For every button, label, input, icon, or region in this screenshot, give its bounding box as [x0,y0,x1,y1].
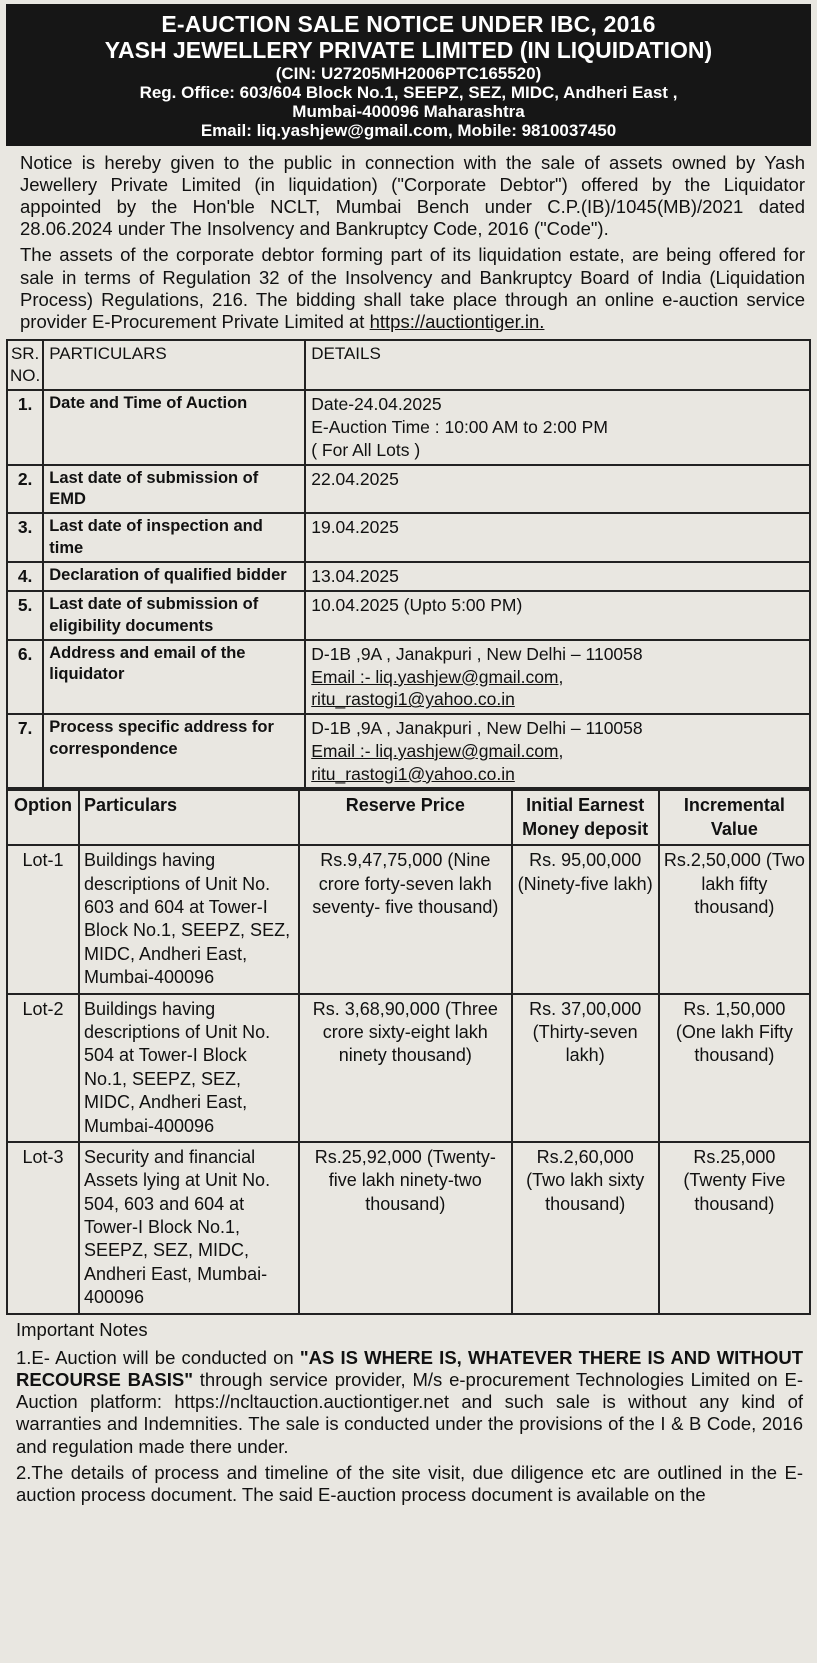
intro-paragraph-2-text: The assets of the corporate debtor forming part of its liquidation estate, are being offered for sale in terms of Regulation 32 of the Insolvency and Bankruptcy Board of India (Liquidation Process) Regulations, 216. The bidding shall take place through an online e-auction service provider E-Procurement Private Limited at [20,244,805,332]
schedule-details: 10.04.2025 (Upto 5:00 PM) [305,591,810,640]
lot-particulars: Security and financial Assets lying at Unit No. 504, 603 and 604 at Tower-I Block No.1, SEEPZ, SEZ, MIDC, Andheri East, Mumbai-400096 [79,1142,299,1314]
cin-number: (CIN: U27205MH2006PTC165520) [275,63,542,83]
lots-table [6,789,811,1314]
schedule-details: 13.04.2025 [305,562,810,591]
schedule-sr: 5. [7,591,43,640]
schedule-table [6,339,811,789]
schedule-row [7,640,810,714]
schedule-row [7,714,810,788]
schedule-sr: 2. [7,465,43,514]
lot-emd: Rs. 95,00,000 (Ninety-five lakh) [512,845,659,993]
schedule-details [305,714,810,788]
lot-reserve-price: Rs. 3,68,90,000 (Three crore sixty-eight lakh ninety thousand) [299,994,512,1142]
lots-header-row [7,790,810,845]
reg-office-line2: Mumbai-400096 Maharashtra [292,101,525,121]
lot-row [7,1142,810,1314]
schedule-particulars: Last date of inspection and time [43,513,305,562]
schedule-header-sr: SR. NO. [7,340,43,390]
lot-row [7,845,810,993]
schedule-header-details: DETAILS [305,340,810,390]
lot-option: Lot-1 [7,845,79,993]
lot-particulars: Buildings having descriptions of Unit No. 603 and 604 at Tower-I Block No.1, SEEPZ, SEZ, MIDC, Andheri East, Mumbai-400096 [79,845,299,993]
schedule-details [305,640,810,714]
note-1-intro: 1.E- Auction will be conducted on [16,1346,300,1368]
schedule-details: 19.04.2025 [305,513,810,562]
notes-heading: Important Notes [16,1318,148,1340]
lot-row [7,994,810,1142]
correspondence-address: D-1B ,9A , Janakpuri , New Delhi – 110058 [311,718,643,739]
auction-time: E-Auction Time : 10:00 AM to 2:00 PM [311,417,608,438]
schedule-row [7,562,810,591]
auction-scope: ( For All Lots ) [311,439,421,460]
schedule-row [7,465,810,514]
schedule-details [305,390,810,464]
schedule-header-particulars: PARTICULARS [43,340,305,390]
liquidator-address: D-1B ,9A , Janakpuri , New Delhi – 110058 [311,643,643,664]
intro-paragraph-2 [20,244,805,333]
schedule-details: 22.04.2025 [305,465,810,514]
lots-header-reserve: Reserve Price [299,790,512,845]
schedule-particulars: Declaration of qualified bidder [43,562,305,591]
important-notes [6,1315,811,1507]
schedule-row [7,513,810,562]
schedule-particulars: Address and email of the liquidator [43,640,305,714]
schedule-particulars: Last date of submission of EMD [43,465,305,514]
lot-emd: Rs. 37,00,000 (Thirty-seven lakh) [512,994,659,1142]
intro-paragraph-1: Notice is hereby given to the public in connection with the sale of assets owned by Yash Jewellery Private Limited (in liquidation) ("Corporate Debtor") offered by the Liquidator appointed by the Hon'ble NCLT, Mumbai Bench under C.P.(IB)/1045(MB)/2021 dated 28.06.2024 under The Insolvency and Bankruptcy Code, 2016 ("Code"). [20,151,805,240]
lot-increment: Rs.2,50,000 (Two lakh fifty thousand) [659,845,810,993]
schedule-row [7,591,810,640]
lot-emd: Rs.2,60,000 (Two lakh sixty thousand) [512,1142,659,1314]
reg-office-line1: Reg. Office: 603/604 Block No.1, SEEPZ, SEZ, MIDC, Andheri East , [139,82,678,102]
schedule-particulars: Process specific address for correspondence [43,714,305,788]
schedule-row [7,390,810,464]
lot-increment: Rs.25,000 (Twenty Five thousand) [659,1142,810,1314]
liquidator-email-link[interactable]: Email :- liq.yashjew@gmail.com, [311,666,564,687]
lots-header-particulars: Particulars [79,790,299,845]
notice-header [6,4,811,146]
correspondence-email-link-2[interactable]: ritu_rastogi1@yahoo.co.in [311,763,515,784]
schedule-particulars: Last date of submission of eligibility documents [43,591,305,640]
auction-url-link[interactable]: https://auctiontiger.in. [369,310,545,332]
schedule-sr: 1. [7,390,43,464]
lot-increment: Rs. 1,50,000 (One lakh Fifty thousand) [659,994,810,1142]
schedule-particulars: Date and Time of Auction [43,390,305,464]
schedule-sr: 3. [7,513,43,562]
schedule-sr: 6. [7,640,43,714]
lot-option: Lot-3 [7,1142,79,1314]
note-1-body: through service provider, M/s e-procurement Technologies Limited on E-Auction platform: https://ncltauction.auctiontiger.net and such sale is without any kind of warranties and Indemnities. The sale is conducted under the provisions of the I & B Code, 2016 and regulation made there under. [16,1369,803,1457]
schedule-header-row [7,340,810,390]
auction-date: Date-24.04.2025 [311,394,442,415]
intro-section [6,146,811,340]
company-name: YASH JEWELLERY PRIVATE LIMITED (IN LIQUIDATION) [104,36,713,63]
correspondence-email-link[interactable]: Email :- liq.yashjew@gmail.com, [311,740,564,761]
schedule-sr: 4. [7,562,43,591]
lot-reserve-price: Rs.9,47,75,000 (Nine crore forty-seven lakh seventy- five thousand) [299,845,512,993]
liquidator-email-link-2[interactable]: ritu_rastogi1@yahoo.co.in [311,689,515,710]
lot-particulars: Buildings having descriptions of Unit No. 504 at Tower-I Block No.1, SEEPZ, SEZ, MIDC, Andheri East, Mumbai-400096 [79,994,299,1142]
lots-header-emd: Initial Earnest Money deposit [512,790,659,845]
note-2: 2.The details of process and timeline of the site visit, due diligence etc are outlined in the E-auction process document. The said E-auction process document is available on the [16,1461,803,1505]
notice-title: E-AUCTION SALE NOTICE UNDER IBC, 2016 [161,11,656,37]
lots-header-option: Option [7,790,79,845]
lot-option: Lot-2 [7,994,79,1142]
lots-header-increment: Incremental Value [659,790,810,845]
lot-reserve-price: Rs.25,92,000 (Twenty-five lakh ninety-two thousand) [299,1142,512,1314]
schedule-sr: 7. [7,714,43,788]
sale-notice [6,4,811,1506]
note-1-basis: "AS IS WHERE IS, WHATEVER THERE IS AND WITHOUT RECOURSE BASIS" [16,1346,804,1391]
contact-line: Email: liq.yashjew@gmail.com, Mobile: 9810037450 [200,120,617,140]
note-1 [16,1347,803,1458]
